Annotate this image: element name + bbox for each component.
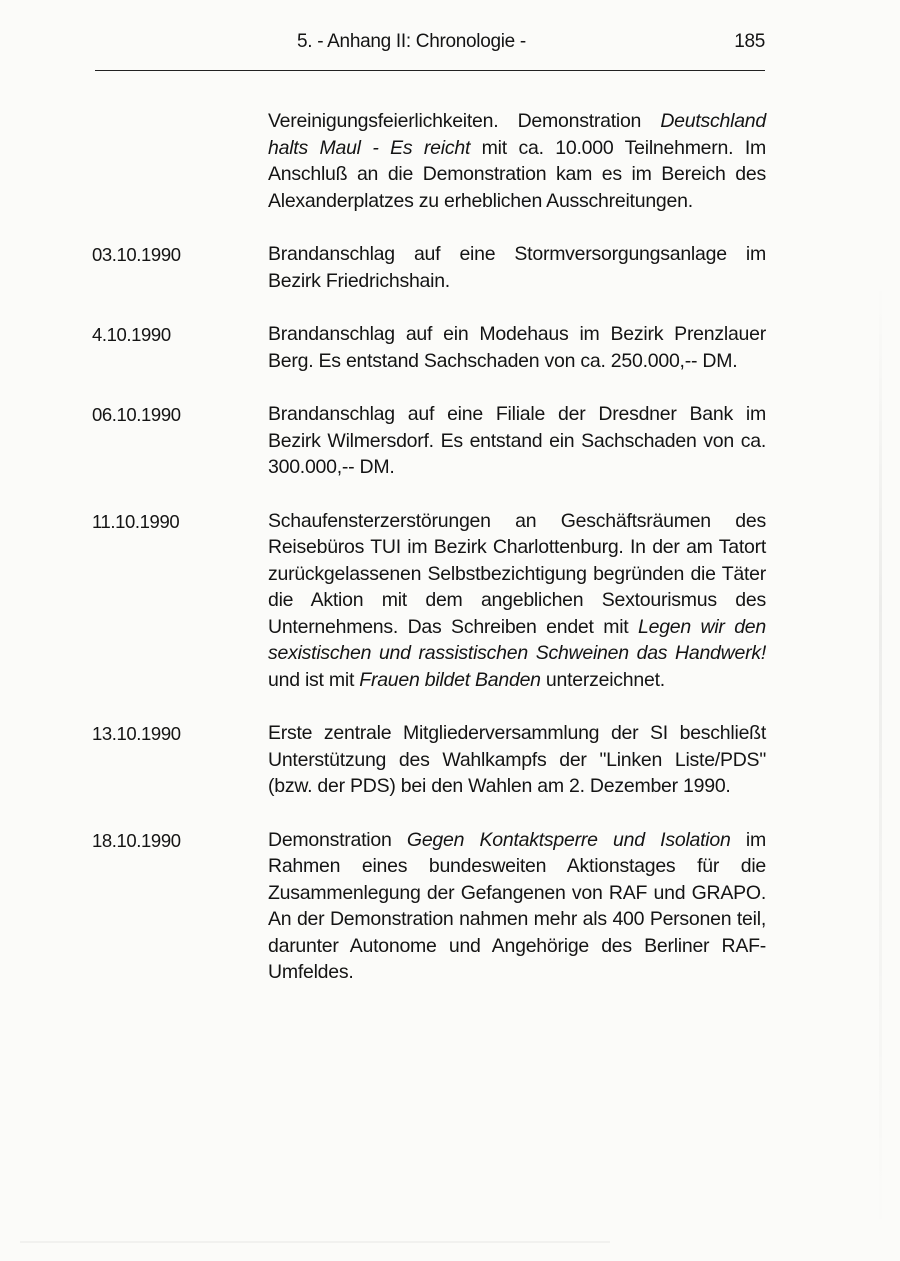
entry-date: 18.10.1990 — [92, 829, 181, 851]
chronology-entry — [92, 108, 768, 214]
entry-text-italic: Deutschland halts Maul - Es reicht — [268, 110, 766, 159]
running-header — [95, 30, 765, 71]
chronology-entry — [92, 827, 768, 986]
entry-date: 06.10.1990 — [92, 404, 181, 425]
scan-bottom-shadow — [20, 1241, 610, 1243]
entry-text-italic: Legen wir den sexistischen und rassistischen Schweinen das Handwerk! — [268, 615, 766, 664]
chronology-entry — [92, 720, 768, 800]
entry-text — [268, 401, 766, 481]
entry-text — [268, 108, 766, 214]
entry-text — [268, 508, 766, 694]
chronology-entry — [92, 241, 768, 294]
entry-text-italic: Gegen Kontaktsperre und Isolation — [406, 828, 731, 851]
entry-text — [268, 241, 766, 294]
entry-text-segment: mit ca. 10.000 Teilnehmern. Im Anschluß an die Demonstration kam es im Bereich des Alexanderplatzes zu erheblichen Ausschreitungen. — [268, 136, 767, 212]
entry-date: 4.10.1990 — [92, 324, 171, 345]
header-title: 5. - Anhang II: Chronologie - — [297, 31, 526, 52]
entry-text-segment: Brandanschlag auf eine Filiale der Dresdner Bank im Bezirk Wilmersdorf. Es entstand ein Sachschaden von ca. 300.000,-- DM. — [268, 403, 766, 478]
entry-text-segment: und ist mit — [268, 668, 360, 691]
entry-text — [268, 827, 766, 986]
entry-text-segment: Demonstration — [268, 828, 407, 851]
chronology-entry — [92, 508, 768, 694]
entry-date: 03.10.1990 — [92, 244, 181, 265]
scan-edge-shadow — [879, 280, 882, 1240]
entry-text-segment: im Rahmen eines bundesweiten Aktionstages für die Zusammenlegung der Gefangenen von RAF und GRAPO. An der Demonstration nahmen mehr als 400 Personen teil, darunter Autonome und Angehörige des Berliner RAF-Umfeldes. — [268, 828, 766, 983]
entry-text-segment: Brandanschlag auf eine Stormversorgungsanlage im Bezirk Friedrichshain. — [268, 243, 766, 292]
chronology-entry — [92, 401, 768, 481]
entry-text-segment: Schaufensterzerstörungen an Geschäftsräumen des Reisebüros TUI im Bezirk Charlottenburg. In der am Tatort zurückgelassenen Selbstbezichtigung begründen die Täter die Aktion mit dem angeblichen Sextourismus des Unternehmens. Das Schreiben endet mit — [268, 509, 766, 638]
entry-text-italic: Frauen bildet Banden — [359, 668, 541, 691]
entry-text-segment: unterzeichnet. — [540, 668, 665, 691]
chronology-list — [92, 108, 768, 1013]
entry-text-segment: Erste zentrale Mitgliederversammlung der SI beschließt Unterstützung des Wahlkampfs der "Linken Liste/PDS" (bzw. der PDS) bei den Wahlen am 2. Dezember 1990. — [268, 722, 766, 797]
entry-text-segment: Vereinigungsfeierlichkeiten. Demonstration — [268, 110, 661, 132]
entry-text — [268, 720, 766, 800]
entry-date: 11.10.1990 — [92, 510, 180, 532]
entry-text — [268, 321, 766, 374]
chronology-entry — [92, 321, 768, 374]
entry-date: 13.10.1990 — [92, 723, 181, 744]
entry-text-segment: Brandanschlag auf ein Modehaus im Bezirk Prenzlauer Berg. Es entstand Sachschaden von ca. 250.000,-- DM. — [268, 323, 766, 372]
page-number: 185 — [734, 31, 765, 52]
